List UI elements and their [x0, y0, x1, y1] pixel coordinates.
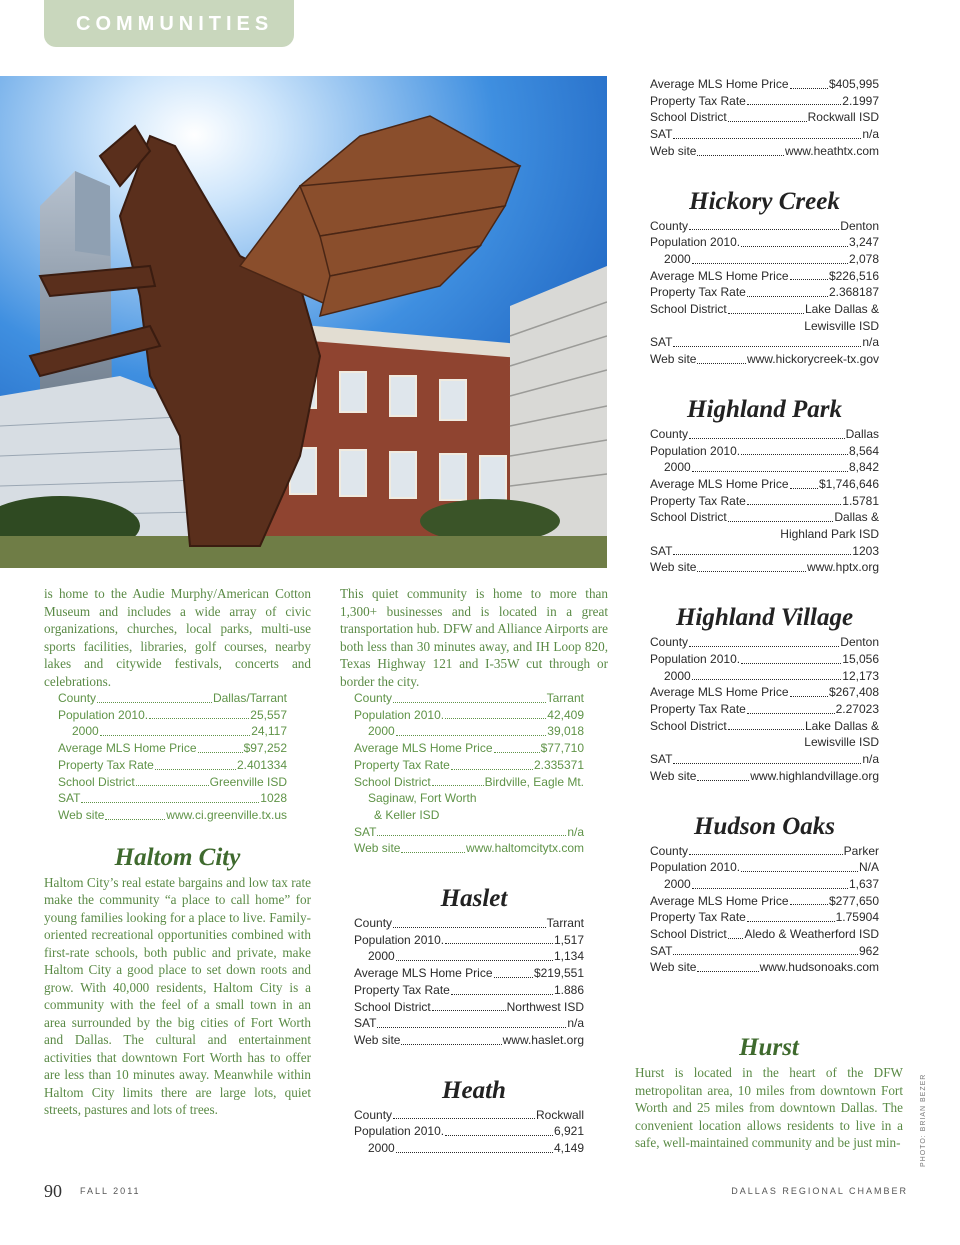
fact-row: County Dallas/Tarrant — [58, 691, 287, 705]
fact-row: Web site www.heathtx.com — [650, 143, 879, 158]
fact-row: Property Tax Rate 2.1997 — [650, 93, 879, 108]
fact-row: Property Tax Rate 1.5781 — [650, 493, 879, 508]
page-number: 90 — [44, 1181, 62, 1201]
publication-name: DALLAS REGIONAL CHAMBER — [731, 1186, 908, 1196]
fact-row: Property Tax Rate 2.401334 — [58, 757, 287, 772]
fact-row: Average MLS Home Price $405,995 — [650, 77, 879, 91]
fact-row: County Tarrant — [354, 916, 584, 931]
hurst-title: Hurst — [739, 1034, 799, 1061]
fact-row: Population 2010. 42,409 — [354, 707, 584, 722]
fact-row: County Parker — [650, 843, 879, 858]
fact-row: School District Greenville ISD — [58, 774, 287, 789]
highland-village-title: Highland Village — [675, 604, 854, 632]
fact-row: 2000 24,117 — [72, 724, 287, 739]
haltom-intro: This quiet community is home to more than 1,300+ businesses and is located in a great transportation hub. DFW and Alliance Airports are both less than 30 minutes away, and IH Loop 820, Texas Highway 121 and I-35W cut through or border the city. — [340, 586, 608, 689]
fact-row: County Denton — [650, 218, 879, 233]
haltom-facts — [354, 690, 584, 857]
fact-row: SAT n/a — [354, 1016, 584, 1031]
fact-continuation: Lewisville ISD — [804, 318, 879, 333]
fact-row: SAT n/a — [354, 824, 584, 839]
fact-row: Average MLS Home Price $277,650 — [650, 893, 879, 908]
fact-row: 2000 1,134 — [368, 949, 584, 964]
highland-park-title: Highland Park — [687, 395, 842, 423]
fact-row: County Rockwall — [354, 1107, 584, 1122]
fact-row: County Denton — [650, 635, 879, 650]
fact-row: Web site www.highlandvillage.org — [650, 768, 879, 783]
heath-facts — [354, 1107, 584, 1157]
fact-row: SAT n/a — [650, 752, 879, 767]
section-tab — [44, 0, 294, 47]
fact-row: Population 2010. N/A — [650, 860, 879, 875]
fact-row: 2000 2,078 — [664, 251, 879, 266]
fact-row: Population 2010. 15,056 — [650, 651, 879, 666]
column-left — [44, 585, 311, 1119]
haltom-title: Haltom City — [114, 843, 241, 871]
fact-continuation: & Keller ISD — [374, 807, 440, 822]
fact-row: Average MLS Home Price $77,710 — [354, 741, 584, 756]
fact-row: Property Tax Rate 1.886 — [354, 982, 584, 997]
greenville-body: is home to the Audie Murphy/American Cotton Museum and includes a wide array of civic organizations, churches, local parks, multi-use sports facilities, libraries, golf courses, nearby lakes and citywide festivals, concerts and celebrations. — [44, 586, 311, 689]
greenville-facts — [58, 690, 287, 824]
highland-park-facts — [650, 426, 879, 576]
fact-row: SAT 962 — [650, 943, 879, 958]
issue-label: FALL 2011 — [80, 1186, 141, 1196]
highland-village-facts — [650, 634, 879, 784]
haslet-facts — [354, 915, 584, 1049]
column-middle — [340, 585, 608, 1157]
fact-row: Property Tax Rate 2.335371 — [354, 757, 584, 772]
fact-row: Population 2010. 8,564 — [650, 443, 879, 458]
hurst-section — [635, 1034, 903, 1152]
hudson-title: Hudson Oaks — [693, 812, 835, 840]
fact-row: Population 2010. 6,921 — [354, 1124, 584, 1139]
fact-row: Property Tax Rate 2.27023 — [650, 701, 879, 716]
fact-row: 2000 12,173 — [664, 668, 879, 683]
haltom-body: Haltom City’s real estate bargains and low tax rate make the community “a place to call home” for young families looking for a place to live. Family-oriented recreational opportunities combined with first-rate schools, both public and private, make Haltom City a good place to set down roots and grow. With 40,000 residents, Haltom City is a community with the feel of a small town in an area surrounded by the big cities of Fort Worth and Dallas. The cultural and entertainment activities that downtown Fort Worth has to offer are less than 10 minutes away. Meanwhile within Haltom City limits there are large lots, quiet streets, pastures and lots of trees. — [44, 874, 311, 1118]
fact-row: SAT n/a — [650, 127, 879, 142]
fact-row: 2000 8,842 — [664, 460, 879, 475]
fact-continuation: Lewisville ISD — [804, 735, 879, 750]
fact-row: Property Tax Rate 2.368187 — [650, 285, 879, 300]
fact-row: School District Lake Dallas & — [650, 718, 879, 733]
haslet-title: Haslet — [440, 885, 508, 913]
fact-row: Population 2010. 3,247 — [650, 235, 879, 250]
fact-row: School District Lake Dallas & — [650, 302, 879, 317]
fact-row: School District Birdville, Eagle Mt. — [354, 774, 584, 789]
fact-row: Average MLS Home Price $1,746,646 — [650, 476, 879, 491]
fact-row: Average MLS Home Price $219,551 — [354, 966, 584, 981]
fact-row: School District Rockwall ISD — [650, 110, 879, 125]
fact-row: Property Tax Rate 1.75904 — [650, 910, 879, 925]
hickory-facts — [650, 218, 879, 368]
fact-row: Population 2010. 1,517 — [354, 932, 584, 947]
fact-continuation: Highland Park ISD — [780, 527, 879, 542]
fact-row: 2000 1,637 — [664, 876, 879, 891]
fact-row: Population 2010. 25,557 — [58, 707, 287, 722]
heath-facts-continued — [650, 76, 879, 160]
fact-continuation: Saginaw, Fort Worth — [368, 791, 477, 806]
fact-row: Average MLS Home Price $226,516 — [650, 268, 879, 283]
fact-row: SAT 1028 — [58, 791, 287, 806]
heath-title: Heath — [442, 1076, 506, 1104]
fact-row: County Dallas — [650, 426, 879, 441]
fact-row: School District Dallas & — [650, 510, 879, 525]
fact-row: Web site www.hptx.org — [650, 560, 879, 575]
fact-row: Web site www.haslet.org — [354, 1032, 584, 1047]
photo-credit: PHOTO: BRIAN BEZER — [920, 1073, 927, 1167]
fact-row: Web site www.haltomcitytx.com — [354, 841, 584, 856]
fact-row: Web site www.hickorycreek-tx.gov — [650, 352, 879, 367]
fact-row: County Tarrant — [354, 691, 584, 705]
fact-row: Web site www.hudsonoaks.com — [650, 960, 879, 975]
fact-row: Average MLS Home Price $267,408 — [650, 685, 879, 700]
hurst-body: Hurst is located in the heart of the DFW metropolitan area, 10 miles from downtown Fort Worth and 25 miles from downtown Dallas. The convenient location allows residents to live in a safe, well-maintained community and be just min- — [635, 1065, 903, 1150]
fact-row: Web site www.ci.greenville.tx.us — [58, 807, 287, 822]
pegasus-photo — [0, 76, 607, 568]
section-title: COMMUNITIES — [76, 13, 274, 35]
fact-row: 2000 4,149 — [368, 1141, 584, 1156]
fact-row: 2000 39,018 — [368, 724, 584, 739]
fact-row: SAT n/a — [650, 335, 879, 350]
fact-row: Average MLS Home Price $97,252 — [58, 741, 287, 756]
column-right — [650, 76, 879, 976]
fact-row: SAT 1203 — [650, 543, 879, 558]
hudson-facts — [650, 843, 879, 977]
hickory-title: Hickory Creek — [689, 187, 840, 215]
fact-row: School District Northwest ISD — [354, 999, 584, 1014]
fact-row: School District Aledo & Weatherford ISD — [650, 927, 879, 942]
